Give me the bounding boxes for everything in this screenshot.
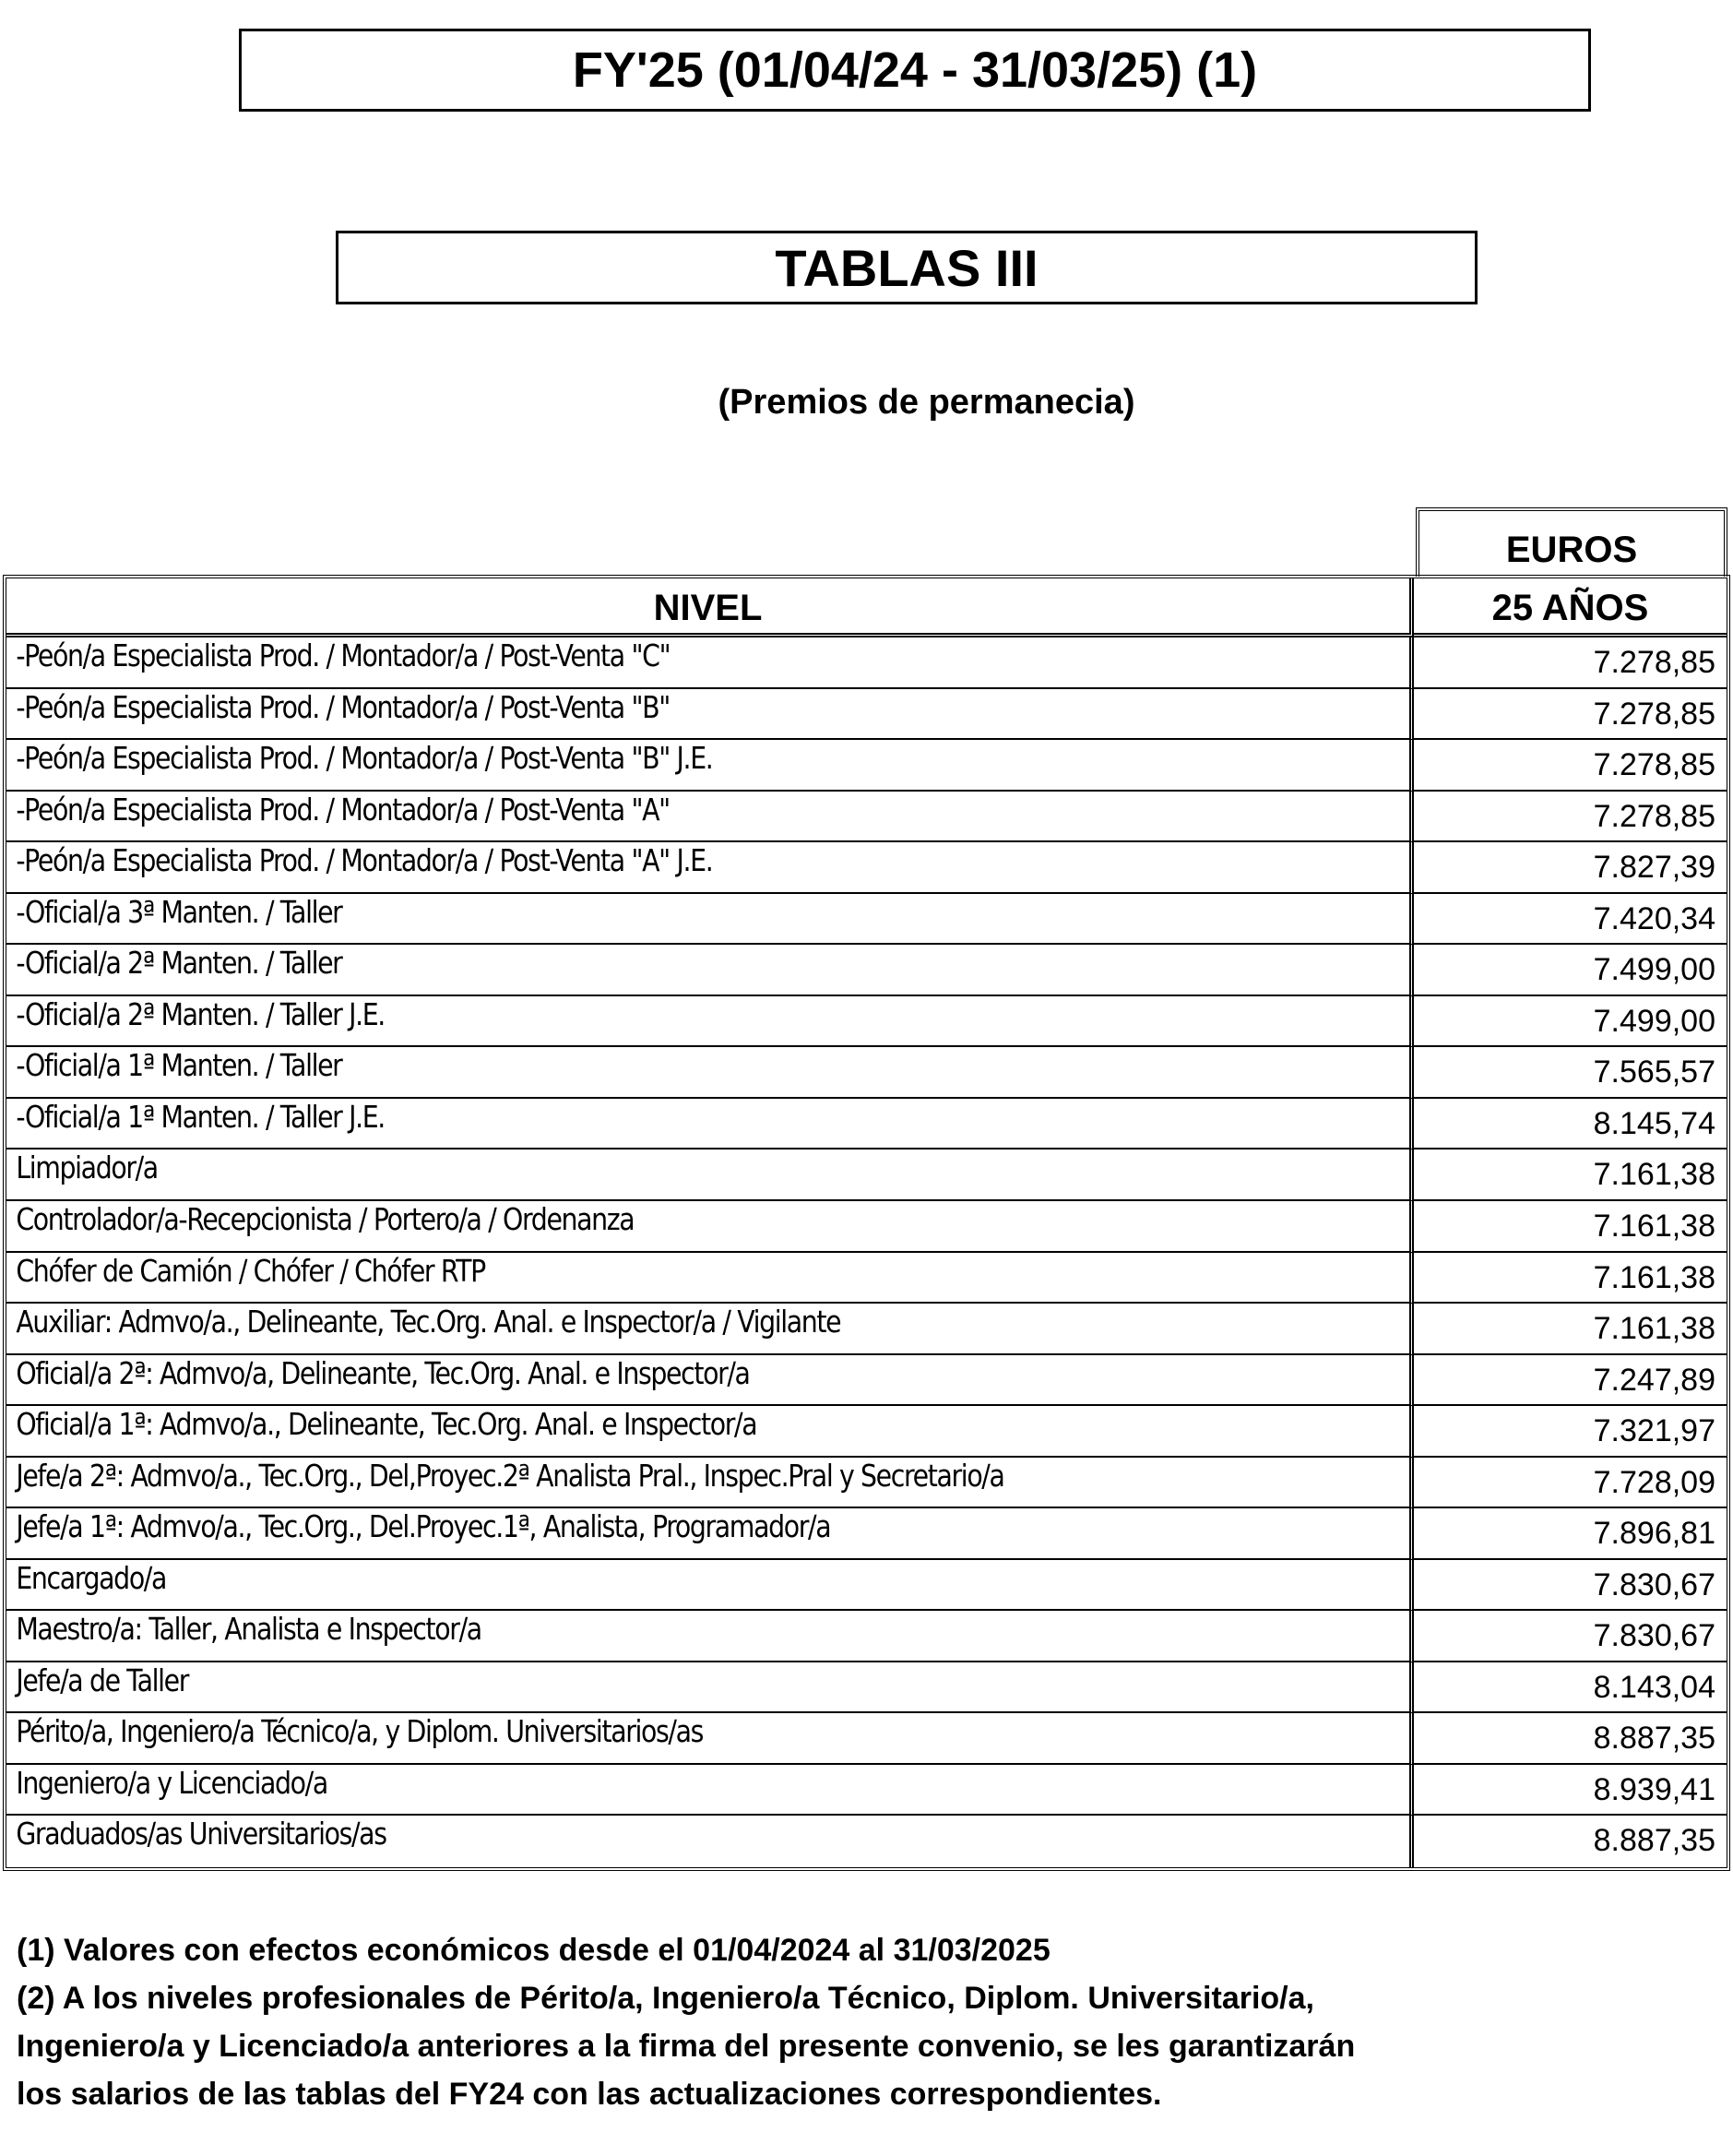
table-row-value: 7.565,57 — [1414, 1047, 1727, 1099]
column-header-nivel: NIVEL — [6, 578, 1414, 637]
euros-header: EUROS — [1416, 507, 1727, 577]
table-row-nivel — [6, 1611, 1414, 1662]
table-row-value: 8.887,35 — [1414, 1713, 1727, 1765]
nivel-label: -Peón/a Especialista Prod. / Montador/a / Post-Venta "B" J.E. — [16, 740, 713, 777]
table-row-value: 7.896,81 — [1414, 1508, 1727, 1560]
table-row-value: 8.939,41 — [1414, 1765, 1727, 1817]
table-row-nivel — [6, 1355, 1414, 1407]
footnotes — [17, 1926, 1714, 2118]
nivel-label: Graduados/as Universitarios/as — [16, 1816, 386, 1852]
table-row-value: 7.278,85 — [1414, 792, 1727, 843]
table-row-nivel — [6, 1765, 1414, 1817]
table-row-nivel — [6, 1253, 1414, 1304]
table-row-value: 7.278,85 — [1414, 689, 1727, 741]
nivel-label: -Oficial/a 2ª Manten. / Taller J.E. — [16, 995, 385, 1032]
nivel-label: Chófer de Camión / Chófer / Chófer RTP — [16, 1252, 485, 1289]
table-row-value: 7.420,34 — [1414, 894, 1727, 946]
nivel-label: Maestro/a: Taller, Analista e Inspector/a — [16, 1611, 481, 1648]
table-row-nivel — [6, 1560, 1414, 1612]
table-row-nivel — [6, 842, 1414, 894]
nivel-label: -Oficial/a 1ª Manten. / Taller — [16, 1047, 342, 1084]
nivel-label: -Peón/a Especialista Prod. / Montador/a / Post-Venta "A" J.E. — [16, 842, 713, 879]
nivel-label: Périto/a, Ingeniero/a Técnico/a, y Diplom. Universitarios/as — [16, 1713, 704, 1750]
nivel-label: -Oficial/a 1ª Manten. / Taller J.E. — [16, 1098, 385, 1135]
table-row-nivel — [6, 637, 1414, 689]
table-row-value: 8.145,74 — [1414, 1099, 1727, 1150]
nivel-label: Oficial/a 2ª: Admvo/a, Delineante, Tec.Org. Anal. e Inspector/a — [16, 1354, 750, 1391]
table-row-value: 8.143,04 — [1414, 1662, 1727, 1714]
salary-table — [3, 575, 1730, 1871]
table-row-value: 7.161,38 — [1414, 1304, 1727, 1355]
table-row-value: 8.887,35 — [1593, 1823, 1715, 1859]
table-row-nivel — [6, 1662, 1414, 1714]
table-row-value: 7.161,38 — [1414, 1253, 1727, 1304]
column-header-25-anos: 25 AÑOS — [1414, 578, 1727, 637]
nivel-label: Ingeniero/a y Licenciado/a — [16, 1764, 327, 1801]
table-row-value: 7.278,85 — [1414, 740, 1727, 792]
table-row-nivel — [6, 1047, 1414, 1099]
nivel-label: Jefe/a de Taller — [16, 1662, 188, 1698]
table-row-value: 7.827,39 — [1414, 842, 1727, 894]
nivel-label: -Peón/a Especialista Prod. / Montador/a / Post-Venta "C" — [16, 637, 671, 673]
document-title: FY'25 (01/04/24 - 31/03/25) (1) — [239, 29, 1591, 112]
table-row-nivel — [6, 1508, 1414, 1560]
footnote-line: (1) Valores con efectos económicos desde el 01/04/2024 al 31/03/2025 — [17, 1933, 1050, 1968]
table-row-nivel — [6, 1713, 1414, 1765]
table-row-value: 7.830,67 — [1414, 1560, 1727, 1612]
table-row-value: 7.161,38 — [1414, 1149, 1727, 1201]
table-row-nivel — [6, 1304, 1414, 1355]
table-row-value: 7.321,97 — [1414, 1406, 1727, 1458]
nivel-label: -Oficial/a 2ª Manten. / Taller — [16, 945, 342, 982]
nivel-label: -Peón/a Especialista Prod. / Montador/a / Post-Venta "A" — [16, 791, 670, 828]
footnote-line: los salarios de las tablas del FY24 con las actualizaciones correspondientes. — [17, 2077, 1162, 2112]
table-row-nivel — [6, 996, 1414, 1048]
table-row-value: 7.728,09 — [1414, 1458, 1727, 1509]
table-row-nivel — [6, 1458, 1414, 1509]
table-row-value: 7.499,00 — [1414, 996, 1727, 1048]
table-row-nivel — [6, 1816, 1414, 1867]
subtitle: (Premios de permanecia) — [718, 383, 1135, 422]
footnote-line: (2) A los niveles profesionales de Périto/a, Ingeniero/a Técnico, Diplom. Universitario/a, — [17, 1981, 1314, 2016]
nivel-label: Jefe/a 1ª: Admvo/a., Tec.Org., Del.Proyec.1ª, Analista, Programador/a — [16, 1508, 831, 1545]
table-row-nivel — [6, 740, 1414, 792]
nivel-label: Encargado/a — [16, 1559, 167, 1596]
table-row-nivel — [6, 792, 1414, 843]
table-row-nivel — [6, 1201, 1414, 1253]
table-row-nivel — [6, 1099, 1414, 1150]
tablas-heading: TABLAS III — [336, 231, 1478, 304]
table-row-value: 7.161,38 — [1414, 1201, 1727, 1253]
table-row-nivel — [6, 689, 1414, 741]
nivel-label: -Oficial/a 3ª Manten. / Taller — [16, 893, 342, 930]
table-row-nivel — [6, 1406, 1414, 1458]
nivel-label: Limpiador/a — [16, 1149, 158, 1186]
footnote-line: Ingeniero/a y Licenciado/a anteriores a la firma del presente convenio, se les garantizarán — [17, 2029, 1356, 2064]
nivel-label: -Peón/a Especialista Prod. / Montador/a / Post-Venta "B" — [16, 688, 670, 725]
nivel-label: Auxiliar: Admvo/a., Delineante, Tec.Org. Anal. e Inspector/a / Vigilante — [16, 1304, 841, 1340]
table-row-value: 7.278,85 — [1414, 637, 1727, 689]
nivel-label: Jefe/a 2ª: Admvo/a., Tec.Org., Del,Proyec.2ª Analista Pral., Inspec.Pral y Secretario/a — [16, 1457, 1004, 1494]
table-row-nivel — [6, 1149, 1414, 1201]
table-row-nivel — [6, 894, 1414, 946]
table-row-value: 7.247,89 — [1414, 1355, 1727, 1407]
table-row-value: 7.830,67 — [1414, 1611, 1727, 1662]
nivel-label: Controlador/a-Recepcionista / Portero/a / Ordenanza — [16, 1200, 635, 1237]
table-row-nivel — [6, 945, 1414, 996]
nivel-label: Oficial/a 1ª: Admvo/a., Delineante, Tec.Org. Anal. e Inspector/a — [16, 1406, 757, 1443]
table-row-value: 7.499,00 — [1414, 945, 1727, 996]
